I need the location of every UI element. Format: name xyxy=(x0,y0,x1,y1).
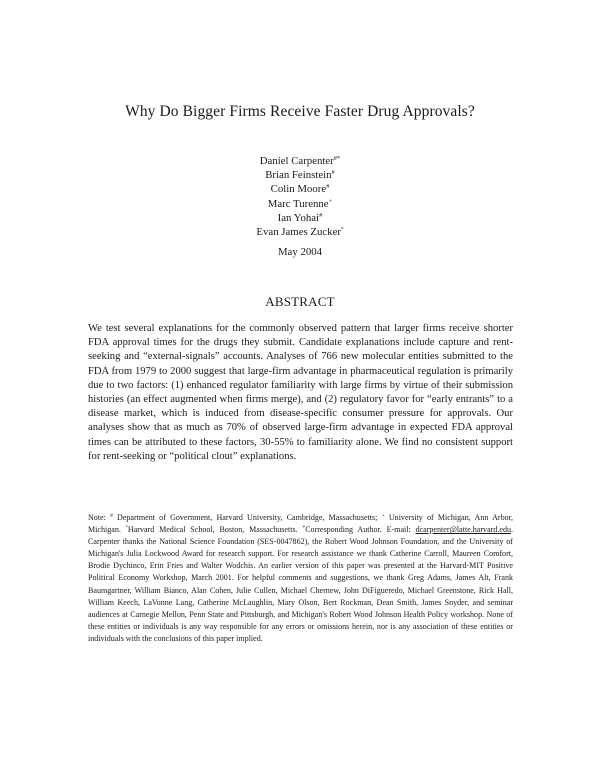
author-affiliation-mark: ° xyxy=(340,226,344,234)
note-text: Note: xyxy=(88,513,111,522)
author-moore xyxy=(0,182,600,196)
affiliation-mark: # xyxy=(110,513,113,519)
affiliation-mark: * xyxy=(302,525,306,532)
author-list xyxy=(0,154,600,239)
footnote xyxy=(88,512,513,645)
author-affiliation-mark: # xyxy=(326,183,330,191)
author-name: Evan James Zucker xyxy=(256,226,341,239)
abstract-heading: ABSTRACT xyxy=(265,294,335,309)
author-feinstein xyxy=(0,168,600,182)
author-affiliation-mark: + xyxy=(328,197,333,205)
author-name: Marc Turenne xyxy=(267,197,329,210)
note-text: Harvard Medical School, Boston, Massachusetts. xyxy=(127,525,303,535)
publication-date: May 2004 xyxy=(277,246,323,258)
author-name: Daniel Carpenter xyxy=(259,155,334,167)
note-text: Corresponding Author. E-mail: xyxy=(305,525,416,535)
note-text: University of Michigan, Ann Arbor, Michigan. xyxy=(88,513,514,535)
author-turenne xyxy=(0,197,600,211)
abstract-text: We test several explanations for the commonly observed pattern that larger firms receive shorter FDA approval times for the drugs they submit. Candidate explanations include capture and rent-seeking and “external-signals” accounts. Analyses of 766 new molecular entities submitted to the FDA from 1979 to 2000 suggest that large-firm advantage in pharmaceutical regulation is primarily due to two factors: (1) enhanced regulator familiarity with large firms by virtue of their submission histories (an effect augmented when firms merge), and (2) regulatory favor for “early entrants” to a disease market, which is induced from disease-specific consumer pressure for approvals. Our analyses show that as much as 70% of observed large-firm advantage in expected FDA approval times can be attributed to these factors, 30-55% to familiarity alone. We find no consistent support for rent-seeking or “political clout” explanations. xyxy=(88,323,513,462)
author-affiliation-mark: # xyxy=(331,169,335,177)
author-yohai xyxy=(0,211,600,225)
paper-title: Why Do Bigger Firms Receive Faster Drug Approvals? xyxy=(125,103,475,120)
author-affiliation-mark: # xyxy=(319,211,323,219)
author-carpenter xyxy=(0,154,600,168)
affiliation-mark: ° xyxy=(125,525,128,532)
author-affiliation-mark: #* xyxy=(333,155,341,162)
email-link[interactable]: dcarpenter@latte.harvard.edu xyxy=(415,525,511,535)
note-text: Department of Government, Harvard University, Cambridge, Massachusetts; xyxy=(112,513,382,522)
author-name: Brian Feinstein xyxy=(265,169,332,182)
note-text: . Carpenter thanks the National Science Foundation (SES-0047862), the Robert Wood Johnson Foundation, and the University of Michigan's Julia Lockwood Award for research support. For research assistance we thank Catherine Carroll, Maureen Comfort, Brodie Dychinco, Erin Fries and Walter Wodchis. An earlier version of this paper was presented at the Harvard-MIT Positive Political Economy Workshop, March 2001. For helpful comments and suggestions, we thank Greg Adams, James Alt, Frank Baumgartner, William Bianco, Alan Cohen, Julie Cullen, Michael Chernew, John DiFigueredo, Michael Greenstone, Rick Hall, William Keech, LaVonne Lang, Catherine McLaughlin, Mary Olson, Bert Rockman, Dean Smith, James Snyder, and seminar audiences at Carnegie Mellon, Penn State and Pittsburgh, and Michigan's Robert Wood Johnson Health Policy workshop. None of these entities or individuals is any way responsible for any errors or omissions herein, nor is any association of these entities or individuals with the conclusions of this paper implied. xyxy=(88,525,514,643)
affiliation-mark: + xyxy=(381,513,385,519)
author-name: Colin Moore xyxy=(270,183,327,196)
author-name: Ian Yohai xyxy=(277,211,320,224)
author-zucker xyxy=(0,225,600,239)
